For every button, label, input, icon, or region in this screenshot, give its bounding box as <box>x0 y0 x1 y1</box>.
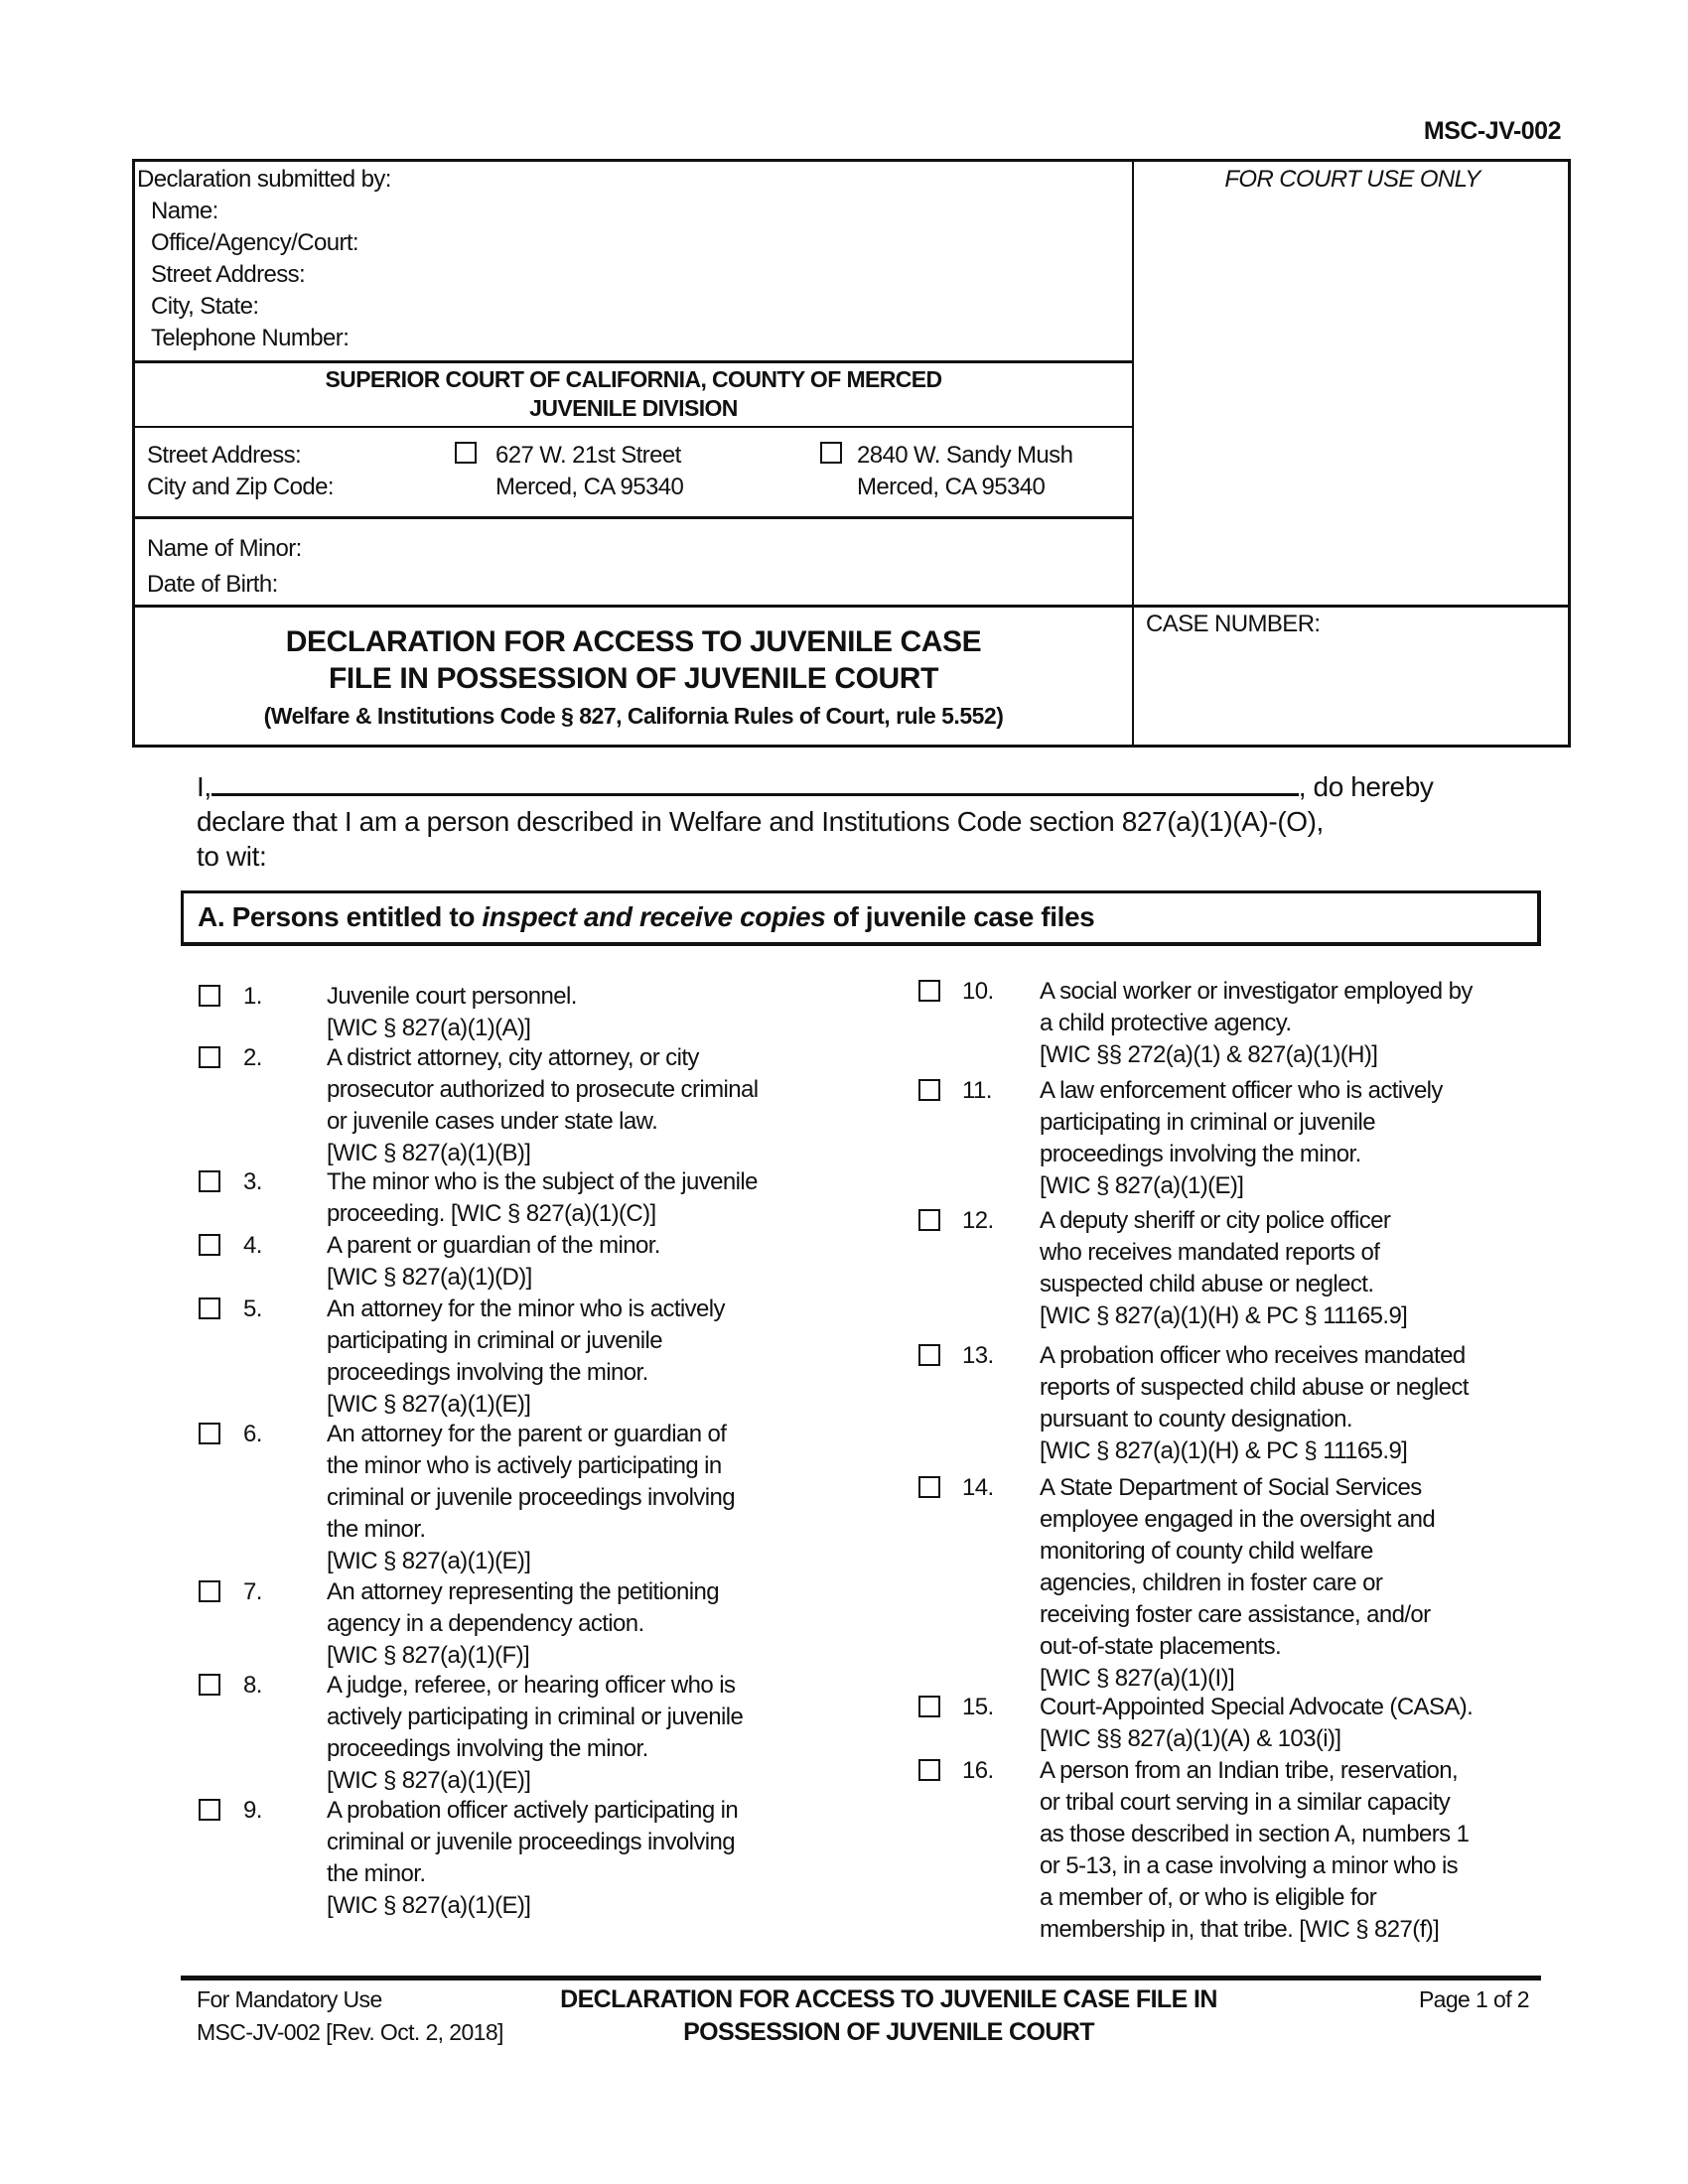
item-text <box>327 1166 758 1230</box>
column-divider <box>1132 162 1134 748</box>
item-text <box>327 1230 660 1294</box>
item-number: 3. <box>243 1168 262 1195</box>
item-checkbox[interactable] <box>199 1423 220 1444</box>
section-a-header <box>181 890 1541 946</box>
item-text-line: proceeding. [WIC § 827(a)(1)(C)] <box>327 1200 656 1227</box>
item-number: 1. <box>243 983 262 1010</box>
form-title <box>135 623 1132 735</box>
court-division: JUVENILE DIVISION <box>529 395 738 421</box>
phone-field-label[interactable]: Telephone Number: <box>151 325 350 351</box>
item-text-line: A parent or guardian of the minor. <box>327 1232 660 1259</box>
declaration-line3: to wit: <box>197 841 267 872</box>
item-text-line: Juvenile court personnel. <box>327 983 577 1010</box>
item-text-line: A law enforcement officer who is actively <box>1040 1077 1443 1104</box>
item-text-line: An attorney for the parent or guardian of <box>327 1421 727 1447</box>
item-checkbox[interactable] <box>199 1297 220 1319</box>
item-number: 8. <box>243 1672 262 1699</box>
item-text-line: participating in criminal or juvenile <box>1040 1109 1375 1136</box>
address-city: Merced, CA 95340 <box>857 474 1046 500</box>
item-text <box>1040 1755 1469 1946</box>
declarant-name-blank[interactable] <box>211 769 1299 796</box>
item-number: 2. <box>243 1044 262 1071</box>
minor-name-label[interactable]: Name of Minor: <box>147 535 302 562</box>
item-text-line: suspected child abuse or neglect. <box>1040 1271 1374 1297</box>
item-number: 6. <box>243 1421 262 1447</box>
address-option-1 <box>495 440 683 503</box>
item-text-line: [WIC § 827(a)(1)(B)] <box>327 1140 531 1166</box>
footer-left <box>197 1983 503 2049</box>
item-text-line: [WIC § 827(a)(1)(A)] <box>327 1015 531 1041</box>
divider <box>135 360 1133 363</box>
footer-title-line2: POSSESSION OF JUVENILE COURT <box>683 2018 1094 2046</box>
item-text-line: [WIC § 827(a)(1)(E)] <box>327 1892 531 1919</box>
item-checkbox[interactable] <box>918 1696 940 1717</box>
item-text-line: [WIC §§ 827(a)(1)(A) & 103(i)] <box>1040 1725 1341 1752</box>
address-street: 627 W. 21st Street <box>495 442 681 469</box>
declaration <box>197 769 1433 874</box>
section-a-prefix: A. Persons entitled to <box>198 901 483 932</box>
item-checkbox[interactable] <box>918 980 940 1002</box>
item-text-line: receiving foster care assistance, and/or <box>1040 1601 1431 1628</box>
item-text-line: the minor who is actively participating in <box>327 1452 722 1479</box>
address-option-2-checkbox[interactable] <box>820 442 842 464</box>
item-checkbox[interactable] <box>918 1759 940 1781</box>
item-text-line: An attorney for the minor who is actively <box>327 1296 725 1322</box>
item-text <box>1040 976 1473 1071</box>
item-text <box>327 1419 735 1577</box>
item-text-line: a child protective agency. <box>1040 1010 1292 1036</box>
address-option-1-checkbox[interactable] <box>455 442 477 464</box>
city-field-label[interactable]: City, State: <box>151 293 259 320</box>
item-checkbox[interactable] <box>199 1046 220 1068</box>
footer-revision: MSC-JV-002 [Rev. Oct. 2, 2018] <box>197 2019 503 2045</box>
item-checkbox[interactable] <box>199 1674 220 1696</box>
footer-title <box>477 1983 1301 2049</box>
item-text-line: [WIC § 827(a)(1)(E)] <box>1040 1172 1244 1199</box>
item-text-line: A probation officer who receives mandated <box>1040 1342 1466 1369</box>
item-checkbox[interactable] <box>199 985 220 1007</box>
item-text-line: A social worker or investigator employed by <box>1040 978 1473 1005</box>
item-checkbox[interactable] <box>199 1170 220 1192</box>
footer-mandatory-use: For Mandatory Use <box>197 1986 382 2012</box>
item-text <box>327 1042 758 1169</box>
item-text-line: criminal or juvenile proceedings involving <box>327 1829 736 1855</box>
item-checkbox[interactable] <box>918 1476 940 1498</box>
item-text-line: the minor. <box>327 1516 426 1543</box>
item-number: 11. <box>962 1077 992 1104</box>
item-text-line: A judge, referee, or hearing officer who is <box>327 1672 736 1699</box>
item-text-line: agency in a dependency action. <box>327 1610 644 1637</box>
item-text-line: pursuant to county designation. <box>1040 1406 1352 1433</box>
item-text-line: who receives mandated reports of <box>1040 1239 1380 1266</box>
item-text-line: An attorney representing the petitioning <box>327 1578 719 1605</box>
item-text-line: A State Department of Social Services <box>1040 1474 1422 1501</box>
address-street: 2840 W. Sandy Mush <box>857 442 1073 469</box>
item-text <box>327 1576 719 1672</box>
page-number: Page 1 of 2 <box>1418 1986 1529 2012</box>
item-text-line: participating in criminal or juvenile <box>327 1327 662 1354</box>
item-text-line: A district attorney, city attorney, or city <box>327 1044 699 1071</box>
item-number: 15. <box>962 1694 994 1720</box>
item-text-line: employee engaged in the oversight and <box>1040 1506 1436 1533</box>
item-text-line: proceedings involving the minor. <box>1040 1141 1361 1167</box>
item-checkbox[interactable] <box>199 1580 220 1602</box>
case-number-label: CASE NUMBER: <box>1146 611 1321 637</box>
item-text-line: criminal or juvenile proceedings involving <box>327 1484 736 1511</box>
address-labels <box>147 440 334 503</box>
item-text <box>327 1294 725 1421</box>
declaration-suffix: , do hereby <box>1298 771 1434 802</box>
item-text-line: out-of-state placements. <box>1040 1633 1282 1660</box>
item-checkbox[interactable] <box>199 1799 220 1821</box>
divider <box>135 516 1133 519</box>
item-text-line: the minor. <box>327 1860 426 1887</box>
item-checkbox[interactable] <box>199 1234 220 1256</box>
item-text-line: monitoring of county child welfare <box>1040 1538 1373 1565</box>
item-text <box>1040 1205 1407 1332</box>
item-number: 13. <box>962 1342 994 1369</box>
divider <box>135 426 1133 428</box>
footer-title-line1: DECLARATION FOR ACCESS TO JUVENILE CASE FILE IN <box>560 1985 1217 2013</box>
court-name-line1: SUPERIOR COURT OF CALIFORNIA, COUNTY OF MERCED <box>325 366 942 392</box>
item-text-line: membership in, that tribe. [WIC § 827(f)] <box>1040 1916 1440 1943</box>
item-number: 4. <box>243 1232 262 1259</box>
item-number: 14. <box>962 1474 994 1501</box>
item-text-line: [WIC § 827(a)(1)(H) & PC § 11165.9] <box>1040 1302 1408 1329</box>
court-use-label: FOR COURT USE ONLY <box>1224 166 1480 193</box>
item-checkbox[interactable] <box>918 1344 940 1366</box>
address-option-2 <box>857 440 1072 503</box>
title-citation: (Welfare & Institutions Code § 827, California Rules of Court, rule 5.552) <box>263 703 1004 729</box>
item-text-line: [WIC § 827(a)(1)(I)] <box>1040 1665 1235 1692</box>
item-text-line: actively participating in criminal or juvenile <box>327 1704 744 1730</box>
submitter-heading: Declaration submitted by: <box>137 166 391 193</box>
item-number: 9. <box>243 1797 262 1824</box>
item-text-line: [WIC § 827(a)(1)(E)] <box>327 1767 531 1794</box>
item-text-line: A person from an Indian tribe, reservation, <box>1040 1757 1459 1784</box>
item-number: 7. <box>243 1578 262 1605</box>
item-text <box>327 1795 738 1922</box>
item-text-line: proceedings involving the minor. <box>327 1359 648 1386</box>
item-text-line: or tribal court serving in a similar capacity <box>1040 1789 1451 1816</box>
section-a-emphasis: inspect and receive copies <box>482 901 826 932</box>
item-text-line: [WIC § 827(a)(1)(E)] <box>327 1391 531 1418</box>
declaration-prefix: I, <box>197 771 211 802</box>
form-id: MSC-JV-002 <box>1423 117 1561 145</box>
item-text-line: or juvenile cases under state law. <box>327 1108 658 1135</box>
item-text-line: or 5-13, in a case involving a minor who is <box>1040 1852 1459 1879</box>
declaration-line2: declare that I am a person described in Welfare and Institutions Code section 827(a)(1)(A)-(O), <box>197 806 1324 837</box>
submitter-block <box>137 164 391 354</box>
caption-table <box>132 159 1571 748</box>
item-text <box>1040 1075 1443 1202</box>
address-city: Merced, CA 95340 <box>495 474 684 500</box>
title-line1: DECLARATION FOR ACCESS TO JUVENILE CASE <box>285 625 982 658</box>
section-a-suffix: of juvenile case files <box>825 901 1095 932</box>
name-field-label[interactable]: Name: <box>151 198 218 224</box>
item-text-line: A probation officer actively participating in <box>327 1797 739 1824</box>
item-checkbox[interactable] <box>918 1209 940 1231</box>
item-text-line: [WIC §§ 272(a)(1) & 827(a)(1)(H)] <box>1040 1041 1378 1068</box>
minor-dob-label[interactable]: Date of Birth: <box>147 571 278 598</box>
item-checkbox[interactable] <box>918 1079 940 1101</box>
item-text-line: [WIC § 827(a)(1)(E)] <box>327 1548 531 1574</box>
item-text-line: [WIC § 827(a)(1)(F)] <box>327 1642 530 1669</box>
item-text-line: Court-Appointed Special Advocate (CASA). <box>1040 1694 1474 1720</box>
item-text <box>1040 1472 1435 1695</box>
item-text-line: A deputy sheriff or city police officer <box>1040 1207 1391 1234</box>
item-text <box>1040 1692 1473 1755</box>
item-number: 16. <box>962 1757 994 1784</box>
item-text-line: The minor who is the subject of the juvenile <box>327 1168 758 1195</box>
item-number: 5. <box>243 1296 262 1322</box>
item-text-line: as those described in section A, numbers 1 <box>1040 1821 1470 1847</box>
item-text-line: prosecutor authorized to prosecute criminal <box>327 1076 759 1103</box>
item-text-line: [WIC § 827(a)(1)(D)] <box>327 1264 532 1291</box>
item-text <box>327 1670 743 1797</box>
item-text <box>327 981 577 1044</box>
item-number: 12. <box>962 1207 994 1234</box>
court-name <box>135 365 1132 423</box>
street-address-label: Street Address: <box>147 442 302 469</box>
item-text-line: agencies, children in foster care or <box>1040 1570 1383 1596</box>
divider <box>135 605 1571 608</box>
item-number: 10. <box>962 978 994 1005</box>
item-text <box>1040 1340 1469 1467</box>
city-zip-label: City and Zip Code: <box>147 474 334 500</box>
item-text-line: proceedings involving the minor. <box>327 1735 648 1762</box>
title-line2: FILE IN POSSESSION OF JUVENILE COURT <box>328 662 939 695</box>
footer-rule <box>181 1976 1541 1980</box>
item-text-line: reports of suspected child abuse or neglect <box>1040 1374 1469 1401</box>
item-text-line: a member of, or who is eligible for <box>1040 1884 1377 1911</box>
item-text-line: [WIC § 827(a)(1)(H) & PC § 11165.9] <box>1040 1437 1408 1464</box>
minor-block <box>147 531 302 603</box>
agency-field-label[interactable]: Office/Agency/Court: <box>151 229 358 256</box>
street-field-label[interactable]: Street Address: <box>151 261 306 288</box>
